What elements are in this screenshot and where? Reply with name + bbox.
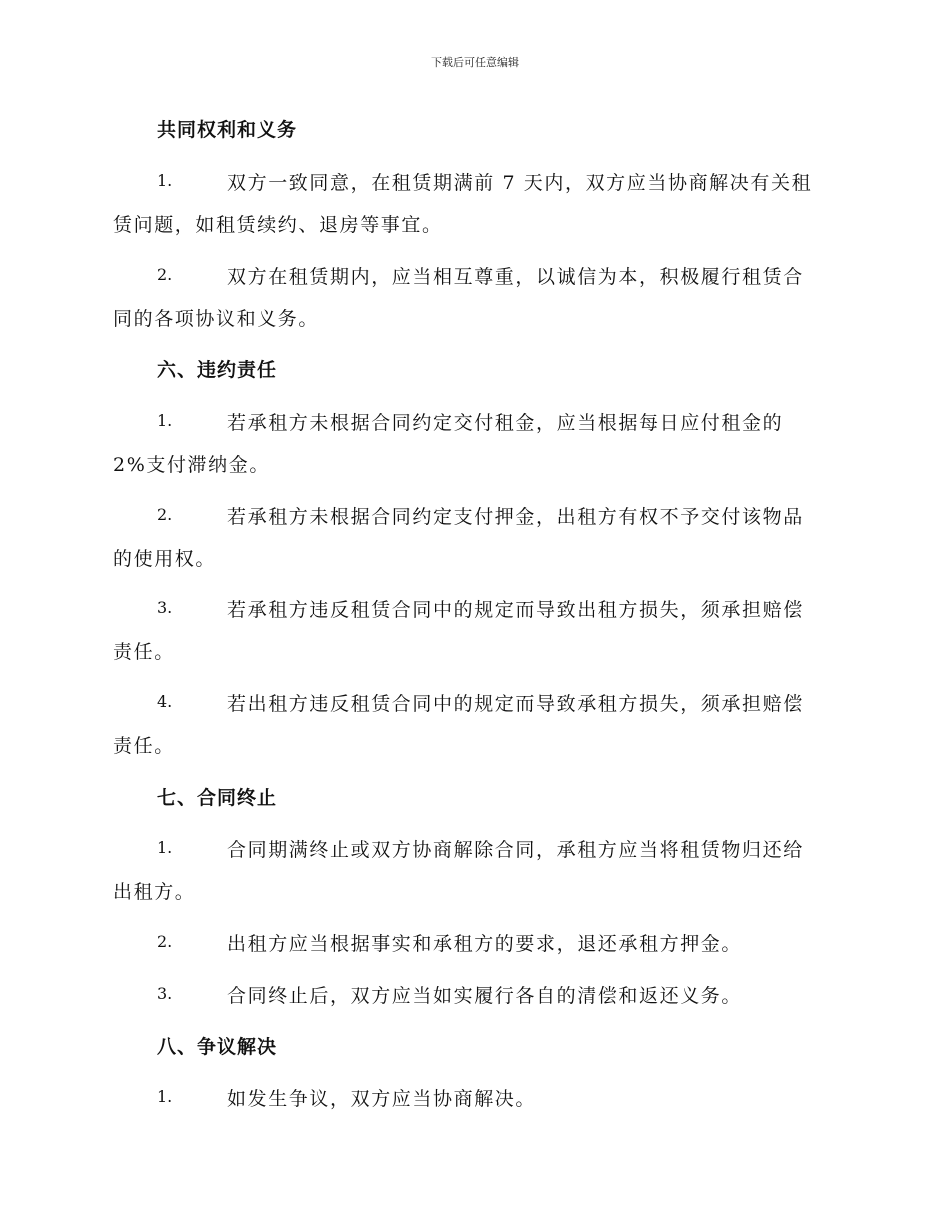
- item-number: 1.: [157, 411, 173, 430]
- item-number: 1.: [157, 1087, 173, 1106]
- section-heading-contract-termination: 七、合同终止: [157, 787, 278, 809]
- item-text-line: 的使用权。: [113, 548, 217, 570]
- item-text-line: 赁问题，如租赁续约、退房等事宜。: [113, 214, 443, 236]
- item-text-line: 合同终止后，双方应当如实履行各自的清偿和返还义务。: [227, 985, 743, 1007]
- item-text-line: 合同期满终止或双方协商解除合同，承租方应当将租赁物归还给: [227, 839, 804, 861]
- item-number: 3.: [157, 984, 173, 1003]
- item-text-line: 2%支付滞纳金。: [113, 454, 270, 476]
- item-text-line: 若承租方违反租赁合同中的规定而导致出租方损失，须承担赔偿: [227, 599, 804, 621]
- section-heading-dispute-resolution: 八、争议解决: [157, 1036, 278, 1058]
- item-number: 4.: [157, 692, 173, 711]
- item-number: 1.: [157, 171, 173, 190]
- section-heading-breach-liability: 六、违约责任: [157, 359, 278, 381]
- page-header: 下载后可任意编辑: [431, 56, 519, 69]
- item-text-line: 同的各项协议和义务。: [113, 308, 320, 330]
- item-text-line: 双方一致同意，在租赁期满前 7 天内，双方应当协商解决有关租: [227, 172, 813, 194]
- item-text-line: 出租方应当根据事实和承租方的要求，退还承租方押金。: [227, 933, 743, 955]
- item-text-line: 双方在租赁期内，应当相互尊重，以诚信为本，积极履行租赁合: [227, 266, 804, 288]
- item-number: 2.: [157, 265, 173, 284]
- item-text-line: 如发生争议，双方应当协商解决。: [227, 1088, 537, 1110]
- item-number: 2.: [157, 932, 173, 951]
- item-text-line: 责任。: [113, 641, 175, 663]
- item-text-line: 若承租方未根据合同约定交付租金，应当根据每日应付租金的: [227, 412, 784, 434]
- item-number: 1.: [157, 838, 173, 857]
- item-text-line: 出租方。: [113, 881, 196, 903]
- item-number: 2.: [157, 505, 173, 524]
- item-text-line: 若出租方违反租赁合同中的规定而导致承租方损失，须承担赔偿: [227, 693, 804, 715]
- item-text-line: 责任。: [113, 735, 175, 757]
- item-number: 3.: [157, 598, 173, 617]
- section-heading-common-rights: 共同权利和义务: [157, 119, 298, 141]
- item-text-line: 若承租方未根据合同约定支付押金，出租方有权不予交付该物品: [227, 506, 804, 528]
